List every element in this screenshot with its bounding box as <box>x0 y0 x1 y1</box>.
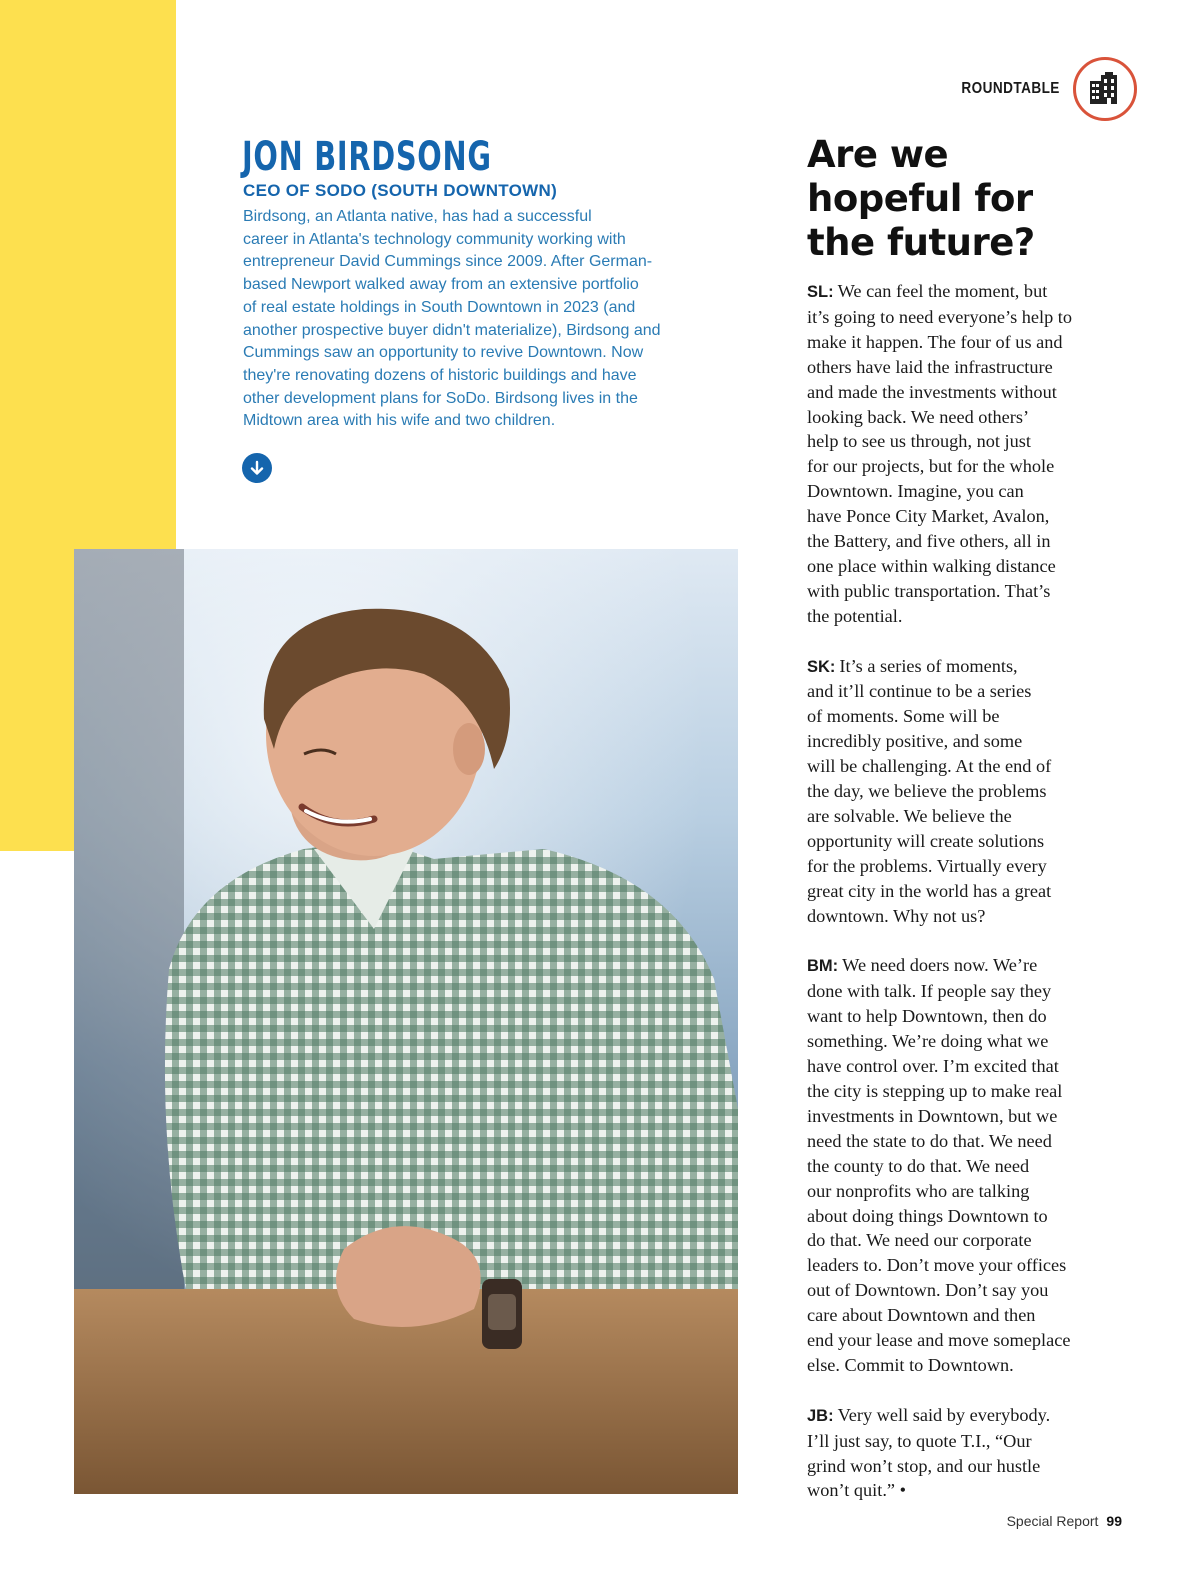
answer-line: leaders to. Don’t move your offices <box>807 1255 1067 1276</box>
bio-line: based Newport walked away from an extensive portfolio <box>243 276 639 294</box>
answer-line: want to help Downtown, then do <box>807 1006 1047 1027</box>
speaker-label: BM: <box>807 957 839 976</box>
page-number: 99 <box>1106 1513 1122 1529</box>
answer-line: do that. We need our corporate <box>807 1230 1032 1251</box>
answer-line: for the problems. Virtually every <box>807 855 1047 876</box>
bio-line: Midtown area with his wife and two children. <box>243 412 556 430</box>
answer-line: downtown. Why not us? <box>807 905 986 926</box>
answer-line: investments in Downtown, but we <box>807 1105 1058 1126</box>
answers <box>807 279 1097 1528</box>
answer-line: great city in the world has a great <box>807 880 1052 901</box>
profile-bio <box>243 206 718 433</box>
headline <box>807 133 1107 265</box>
answer-line: and it’ll continue to be a series <box>807 681 1032 702</box>
speaker-label: JB: <box>807 1406 834 1425</box>
answer-line: out of Downtown. Don’t say you <box>807 1280 1049 1301</box>
answer-line: others have laid the infrastructure <box>807 356 1053 377</box>
answer-line: opportunity will create solutions <box>807 830 1045 851</box>
answer-line: our nonprofits who are talking <box>807 1180 1030 1201</box>
building-icon <box>1087 71 1123 107</box>
portrait-photo <box>74 549 738 1494</box>
answer-line: the city is stepping up to make real <box>807 1080 1063 1101</box>
headline-line: Are we <box>807 133 949 176</box>
answer-line: have control over. I’m excited that <box>807 1056 1059 1077</box>
answer-line: one place within walking distance <box>807 555 1056 576</box>
section-label: ROUNDTABLE <box>961 80 1060 97</box>
answer-line: the Battery, and five others, all in <box>807 531 1051 552</box>
publication-name: Special Report <box>1006 1513 1099 1529</box>
roundtable-badge <box>1073 57 1137 121</box>
bio-line: career in Atlanta's technology community working with <box>243 230 626 248</box>
answer-line: will be challenging. At the end of <box>807 756 1052 777</box>
bio-line: another prospective buyer didn't materialize), Birdsong and <box>243 321 661 339</box>
profile-name: JON BIRDSONG <box>242 134 492 180</box>
answer-line: incredibly positive, and some <box>807 731 1023 752</box>
answer-line: It’s a series of moments, <box>839 655 1018 676</box>
bio-line: other development plans for SoDo. Birdsong lives in the <box>243 389 638 407</box>
answer-line: end your lease and move someplace <box>807 1330 1071 1351</box>
answer-line: done with talk. If people say they <box>807 981 1052 1002</box>
answer-line: with public transportation. That’s <box>807 580 1051 601</box>
answer-line: for our projects, but for the whole <box>807 456 1055 477</box>
answer-line: make it happen. The four of us and <box>807 331 1063 352</box>
answer-line: the day, we believe the problems <box>807 781 1047 802</box>
answer-line: We need doers now. We’re <box>842 955 1038 976</box>
answer-line: are solvable. We believe the <box>807 806 1012 827</box>
answer-line: grind won’t stop, and our hustle <box>807 1455 1041 1476</box>
answer-line: looking back. We need others’ <box>807 406 1030 427</box>
profile-role: CEO OF SODO (SOUTH DOWNTOWN) <box>243 181 558 200</box>
answer-line: have Ponce City Market, Avalon, <box>807 506 1050 527</box>
answer-line: and made the investments without <box>807 381 1057 402</box>
arrow-down-icon <box>249 460 265 476</box>
answer-line: won’t quit.” • <box>807 1480 906 1501</box>
answer-line: the potential. <box>807 605 903 626</box>
bio-line: Cummings saw an opportunity to revive Downtown. Now <box>243 344 644 362</box>
answer-bm <box>807 953 1097 1377</box>
answer-line: I’ll just say, to quote T.I., “Our <box>807 1430 1032 1451</box>
answer-line: it’s going to need everyone’s help to <box>807 306 1073 327</box>
answer-line: We can feel the moment, but <box>837 281 1048 301</box>
answer-line: else. Commit to Downtown. <box>807 1354 1014 1375</box>
bio-line: Birdsong, an Atlanta native, has had a successful <box>243 208 592 225</box>
headline-line: hopeful for <box>807 177 1033 220</box>
answer-line: the county to do that. We need <box>807 1155 1030 1176</box>
answer-line: help to see us through, not just <box>807 431 1031 452</box>
answer-line: about doing things Downtown to <box>807 1205 1048 1226</box>
bio-line: of real estate holdings in South Downtown in 2023 (and <box>243 298 636 316</box>
answer-line: of moments. Some will be <box>807 706 1000 727</box>
bio-line: entrepreneur David Cummings since 2009. After German- <box>243 253 653 271</box>
headline-line: the future? <box>807 221 1035 264</box>
speaker-label: SL: <box>807 283 834 301</box>
page-footer <box>1007 1513 1122 1529</box>
answer-jb <box>807 1403 1097 1504</box>
answer-sk <box>807 654 1097 929</box>
answer-line: need the state to do that. We need <box>807 1130 1052 1151</box>
answer-line: something. We’re doing what we <box>807 1031 1049 1052</box>
answer-sl <box>807 279 1097 629</box>
answer-line: Downtown. Imagine, you can <box>807 481 1024 502</box>
portrait-illustration <box>74 549 738 1494</box>
speaker-label: SK: <box>807 657 836 676</box>
arrow-down-button[interactable] <box>242 453 272 483</box>
answer-line: Very well said by everybody. <box>837 1404 1051 1425</box>
bio-line: they're renovating dozens of historic buildings and have <box>243 366 637 384</box>
answer-line: care about Downtown and then <box>807 1305 1036 1326</box>
